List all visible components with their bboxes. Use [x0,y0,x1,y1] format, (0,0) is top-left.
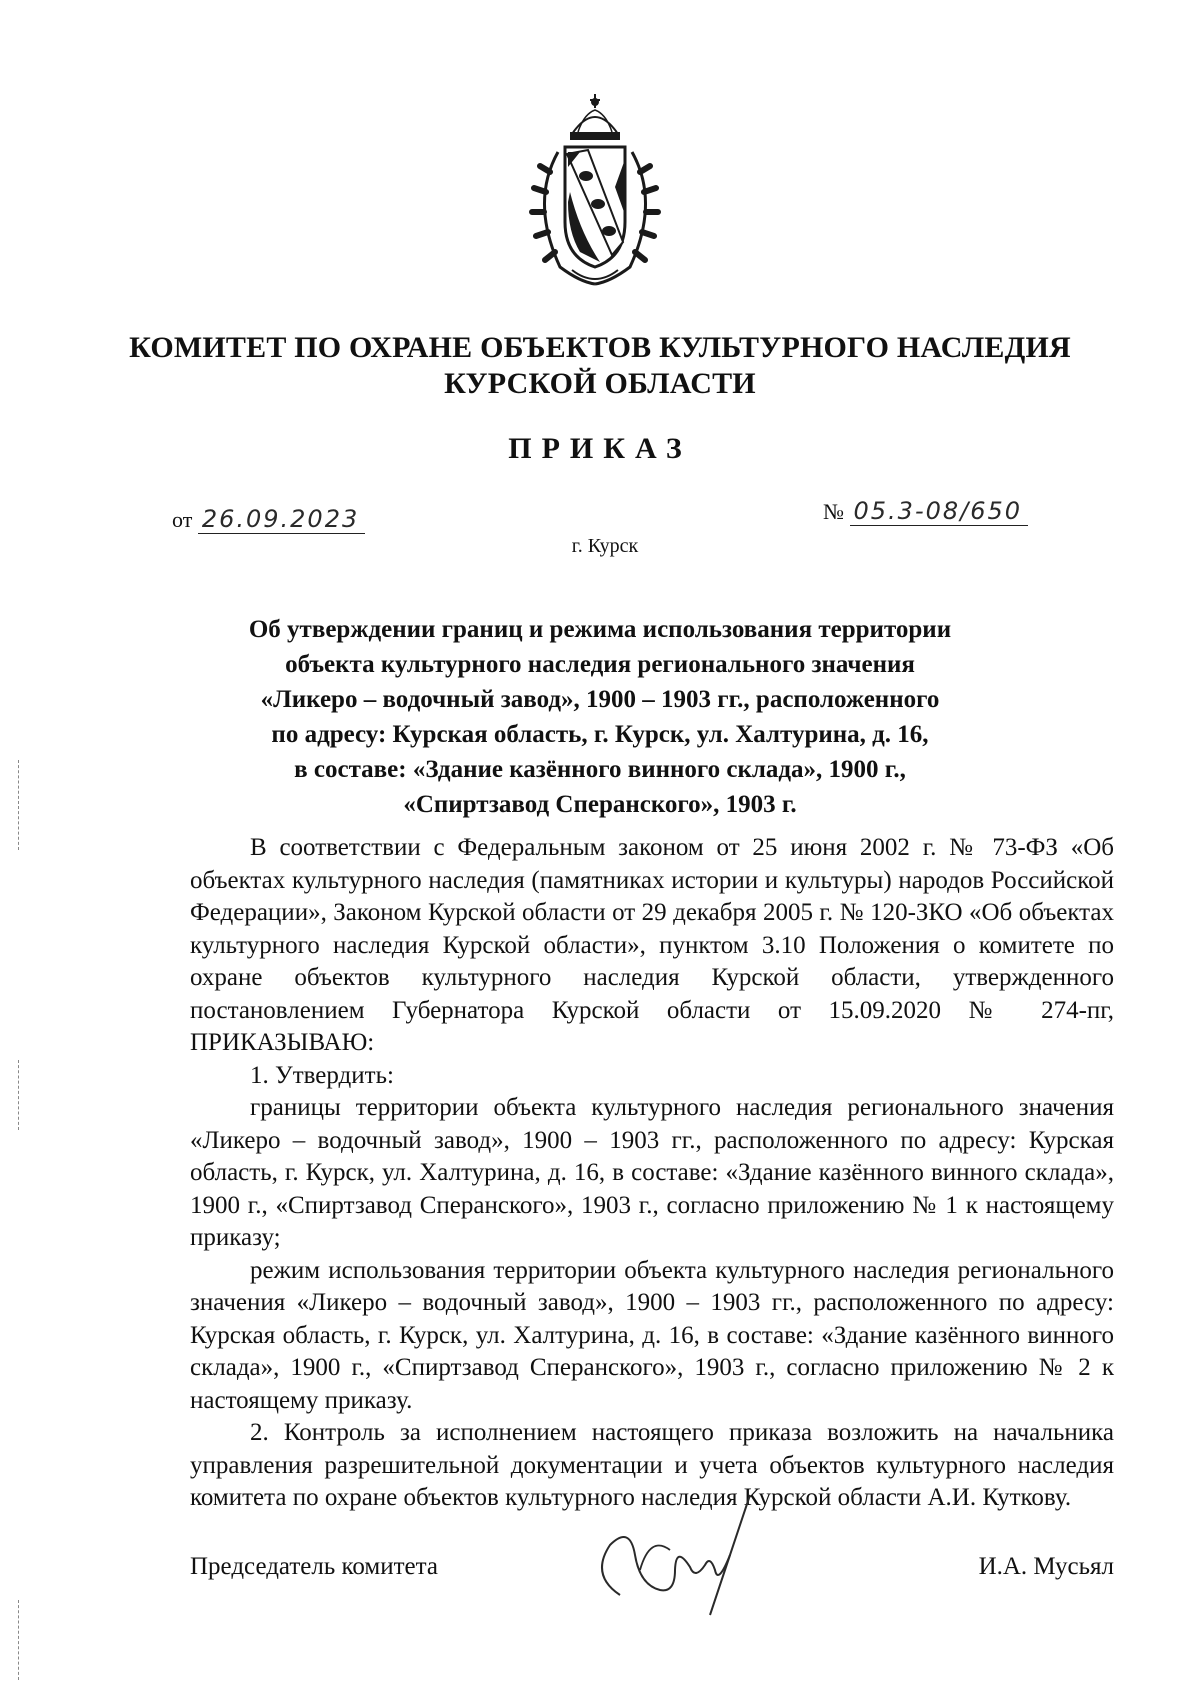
subject-line-4: по адресу: Курская область, г. Курск, ул. Халтурина, д. 16, [271,721,929,748]
document-number [823,497,1028,526]
subject-line-1: Об утверждении границ и режима использования территории [248,616,952,643]
scan-margin-mark [18,1060,22,1130]
document-subject [150,612,1050,822]
document-body [190,832,1114,1515]
organization-line-1: КОМИТЕТ ПО ОХРАНЕ ОБЪЕКТОВ КУЛЬТУРНОГО НАСЛЕДИЯ [129,331,1071,364]
organization-heading [80,330,1120,402]
scan-margin-mark [18,760,22,850]
paragraph-item-1: 1. Утвердить: [250,1061,394,1089]
subject-line-2: объекта культурного наследия регионального значения [285,651,915,678]
paragraph-boundaries: границы территории объекта культурного наследия регионального значения «Ликеро – водочный завод», 1900 – 1903 гг., расположенного по адресу: Курская область, г. Курск, ул. Халтурина, д. 16, в составе: «Здание казённого винного склада», 1900 г., «Спиртзавод Сперанского», 1903 г., согласно приложению № 1 к настоящему приказу; [190,1094,1114,1251]
date-value: 26.09.2023 [198,505,365,534]
organization-line-2: КУРСКОЙ ОБЛАСТИ [444,367,756,400]
number-prefix: № [823,499,844,524]
paragraph-item-2: 2. Контроль за исполнением настоящего приказа возложить на начальника управления разрешительной документации и учета объектов культурного наследия комитета по охране объектов культурного наследия Курской области А.И. Куткову. [190,1419,1114,1511]
document-city: г. Курск [571,535,639,557]
number-value: 05.3-08/650 [850,497,1029,526]
signatory-title: Председатель комитета [190,1553,438,1580]
subject-line-3: «Ликеро – водочный завод», 1900 – 1903 гг., расположенного [260,686,940,713]
paragraph-usage-regime: режим использования территории объекта культурного наследия регионального значения «Ликеро – водочный завод», 1900 – 1903 гг., расположенного по адресу: Курская область, г. Курск, ул. Халтурина, д. 16, в составе: «Здание казённого винного склада», 1900 г., «Спиртзавод Сперанского», 1903 г., согласно приложению № 2 к настоящему приказу. [190,1256,1114,1414]
date-prefix: от [172,507,193,532]
subject-line-6: «Спиртзавод Сперанского», 1903 г. [403,791,797,818]
paragraph-preamble: В соответствии с Федеральным законом от 25 июня 2002 г. № 73-ФЗ «Об объектах культурного наследия (памятниках истории и культуры) народов Российской Федерации», Законом Курской области от 29 декабря 2005 г. № 120-ЗКО «Об объектах культурного наследия Курской области», пунктом 3.10 Положения о комитете по охране объектов культурного наследия Курской области, утвержденного постановлением Губернатора Курской области от 15.09.2020 № 274-пг, ПРИКАЗЫВАЮ: [190,834,1114,1056]
coat-of-arms-icon [520,92,670,292]
signatory-name: И.А. Мусьял [978,1553,1114,1580]
document-type: ПРИКАЗ [508,432,692,465]
handwritten-signature [580,1475,760,1625]
subject-line-5: в составе: «Здание казённого винного склада», 1900 г., [294,756,906,783]
document-date [172,505,365,534]
scan-margin-mark [18,1600,22,1680]
